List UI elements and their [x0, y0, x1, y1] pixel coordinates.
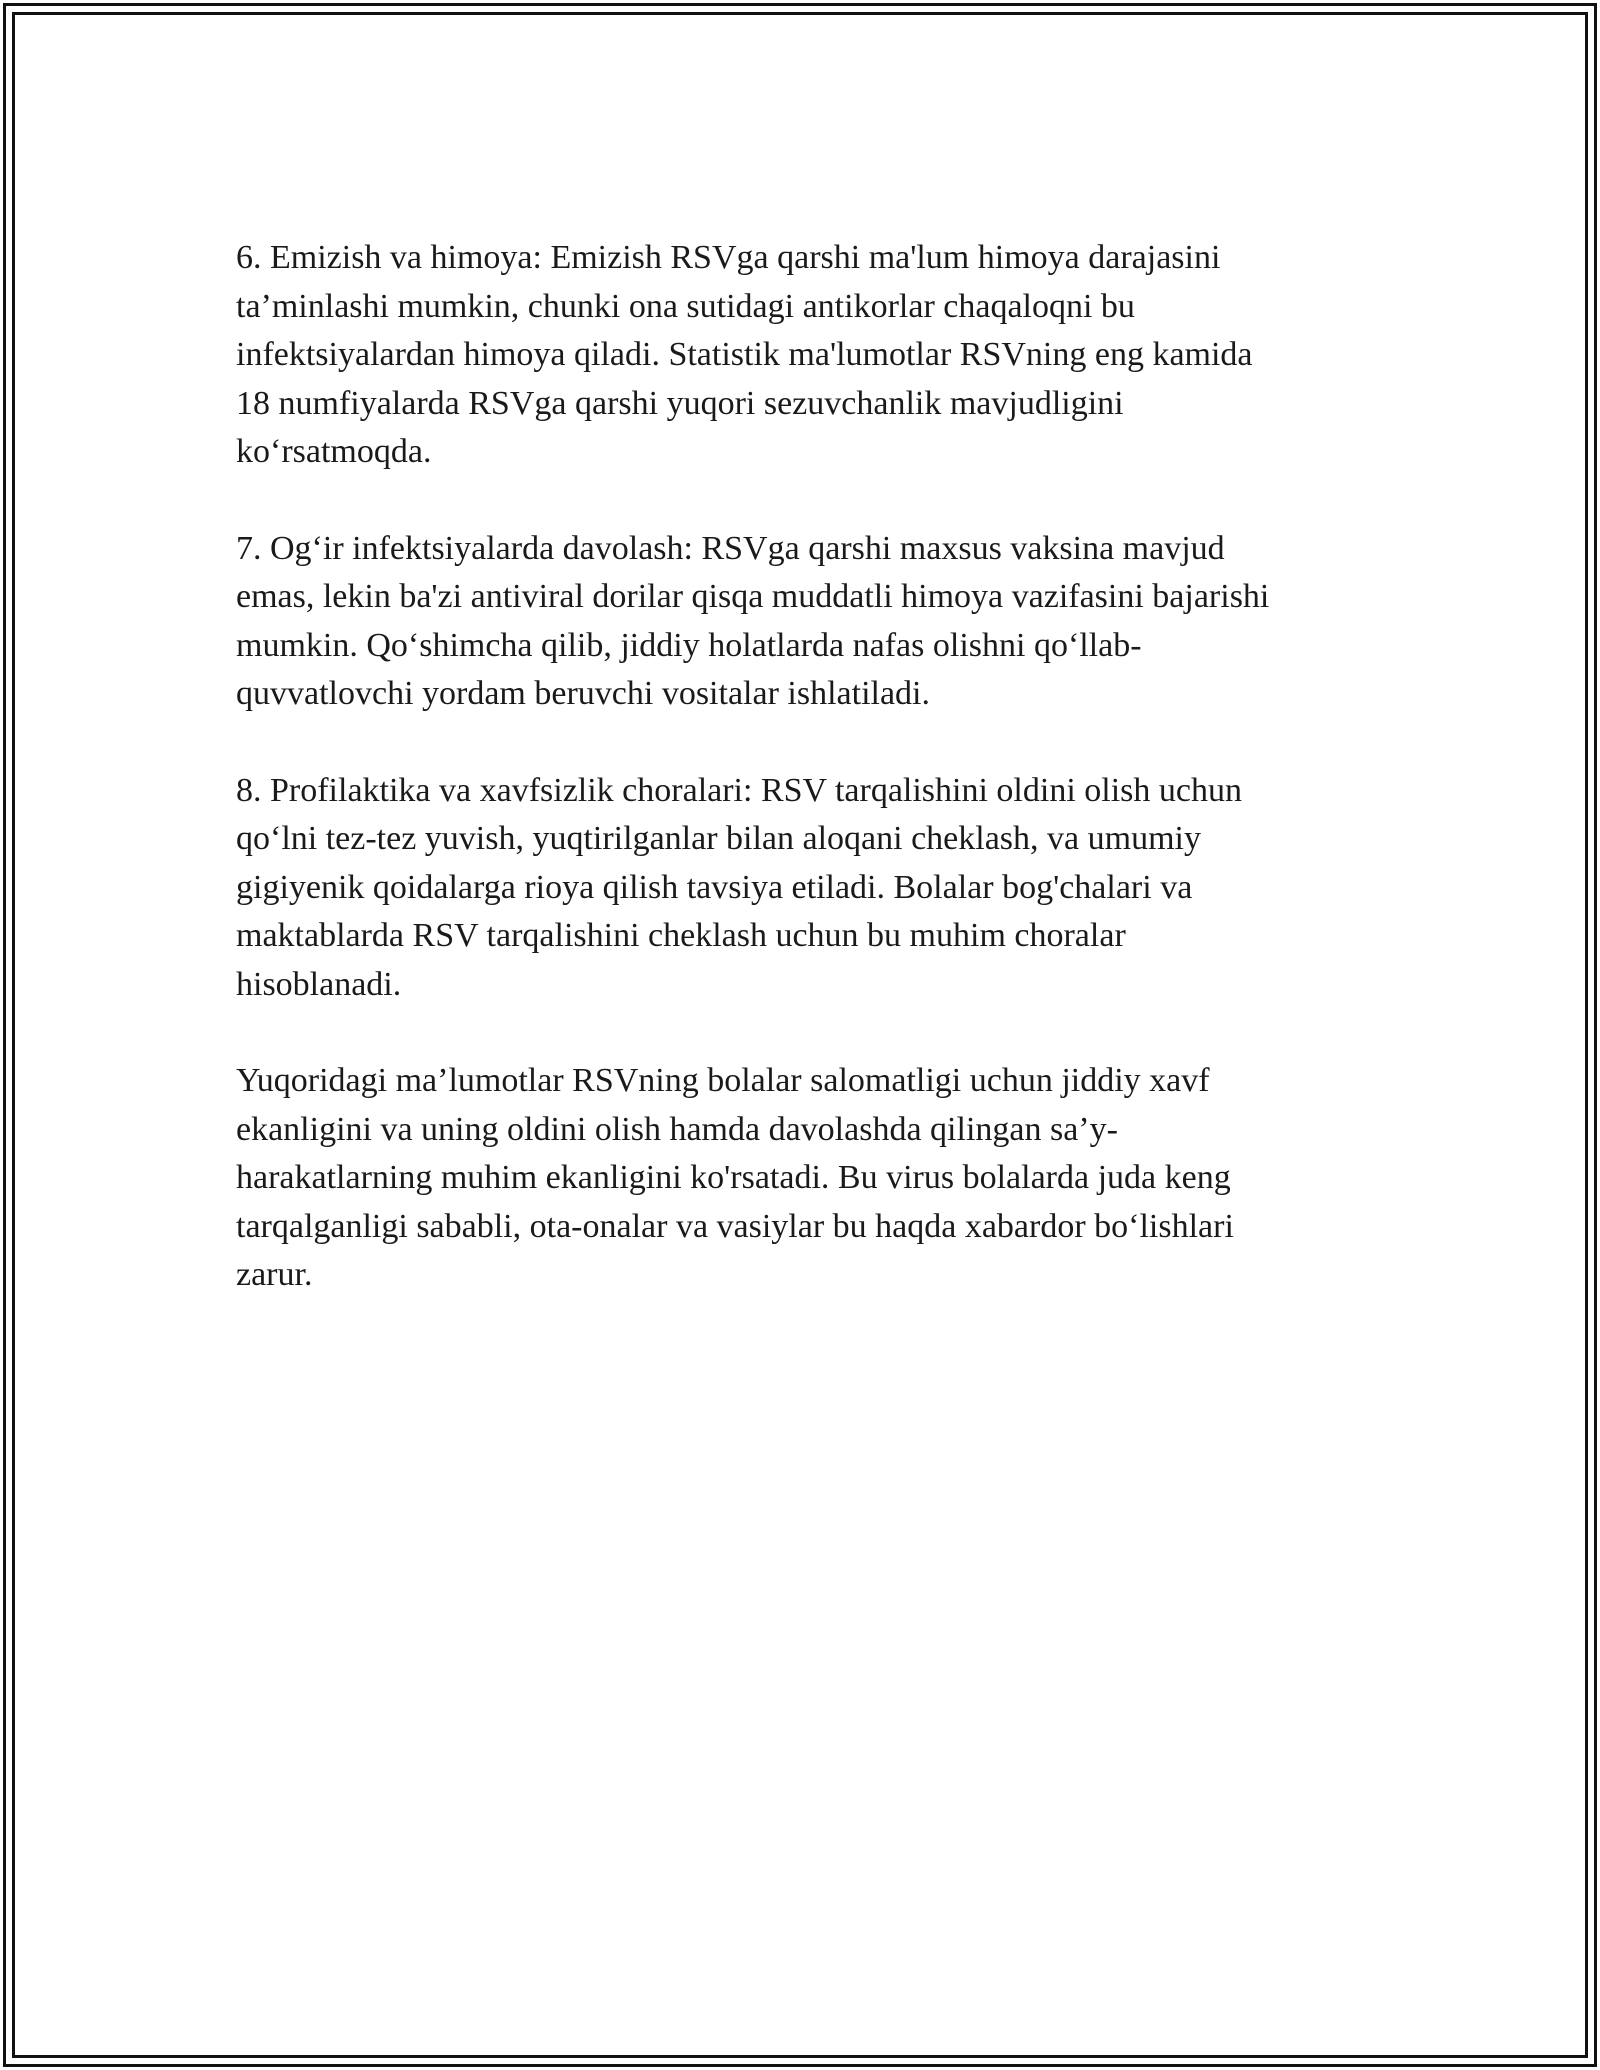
paragraph-conclusion	[236, 1057, 1366, 1300]
text-line: zarur.	[236, 1256, 313, 1293]
text-line: tarqalganligi sababli, ota-onalar va vasiylar bu haqda xabardor bo‘lishlari	[236, 1207, 1234, 1245]
text-line: emas, lekin ba'zi antiviral dorilar qisqa muddatli himoya vazifasini bajarishi	[236, 578, 1270, 615]
text-line: ta’minlashi mumkin, chunki ona sutidagi antikorlar chaqaloqni bu	[236, 287, 1135, 325]
document-body	[236, 234, 1366, 1348]
text-line: gigiyenik qoidalarga rioya qilish tavsiya etiladi. Bolalar bog'chalari va	[236, 868, 1193, 906]
text-line: 7. Og‘ir infektsiyalarda davolash: RSVga qarshi maxsus vaksina mavjud	[236, 529, 1225, 567]
text-line: 6. Emizish va himoya: Emizish RSVga qarshi ma'lum himoya darajasini	[236, 239, 1221, 276]
text-line: Yuqoridagi ma’lumotlar RSVning bolalar salomatligi uchun jiddiy xavf	[236, 1062, 1210, 1099]
text-line: infektsiyalardan himoya qiladi. Statistik ma'lumotlar RSVning eng kamida	[236, 336, 1253, 373]
text-line: 18 numfiyalarda RSVga qarshi yuqori sezuvchanlik mavjudligini	[236, 384, 1124, 422]
paragraph-prevention	[236, 767, 1366, 1010]
paragraph-breastfeeding	[236, 234, 1366, 477]
text-line: quvvatlovchi yordam beruvchi vositalar ishlatiladi.	[236, 675, 930, 712]
paragraph-treatment	[236, 525, 1366, 719]
text-line: qo‘lni tez-tez yuvish, yuqtirilganlar bilan aloqani cheklash, va umumiy	[236, 820, 1201, 857]
text-line: ekanligini va uning oldini olish hamda davolashda qilingan sa’y-	[236, 1110, 1118, 1148]
text-line: hisoblanadi.	[236, 965, 402, 1003]
text-line: ko‘rsatmoqda.	[236, 433, 432, 470]
text-line: maktablarda RSV tarqalishini cheklash uchun bu muhim choralar	[236, 917, 1126, 954]
text-line: harakatlarning muhim ekanligini ko'rsatadi. Bu virus bolalarda juda keng	[236, 1159, 1231, 1196]
text-line: mumkin. Qo‘shimcha qilib, jiddiy holatlarda nafas olishni qo‘llab-	[236, 626, 1142, 664]
text-line: 8. Profilaktika va xavfsizlik choralari: RSV tarqalishini oldini olish uchun	[236, 771, 1242, 809]
